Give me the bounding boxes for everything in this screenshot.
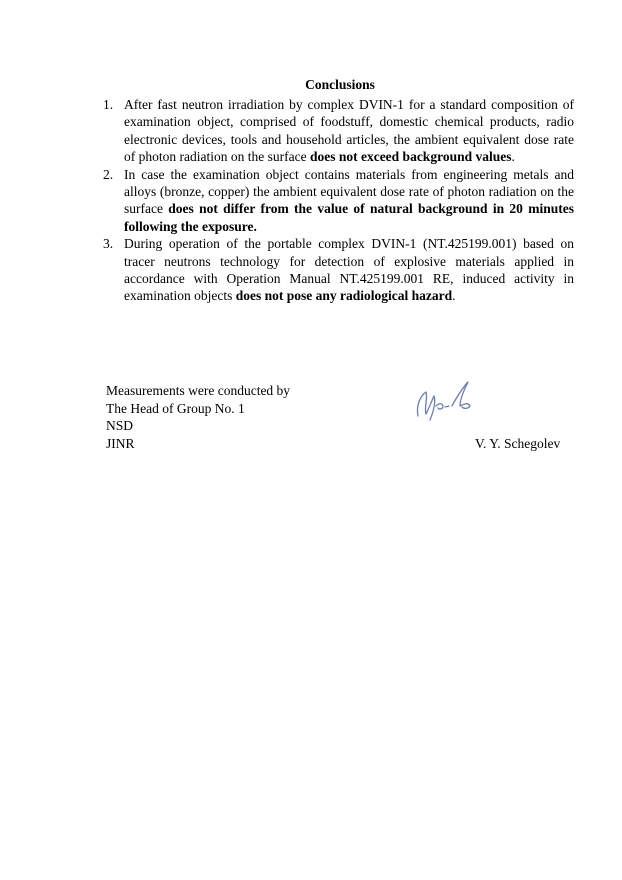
signer-name: V. Y. Schegolev: [475, 436, 561, 451]
item-text: After fast neutron irradiation by complex DVIN-1 for a standard composition of examination object, comprised of foodstuff, domestic chemical products, radio electronic devices, tools and household articles, the ambient equivalent dose rate of photon radiation on the surface: [124, 97, 574, 165]
item-number: 2.: [103, 166, 114, 182]
signature-line-3: NSD: [106, 418, 134, 434]
signature-line-1: Measurements were conducted by: [106, 383, 291, 398]
item-text-end: .: [452, 288, 456, 304]
item-text: In case the examination object contains materials from engineering metals and alloys (bronze, copper) the ambient equivalent dose rate of photon radiation on the surface: [124, 166, 574, 217]
item-text-end: .: [511, 149, 515, 165]
item-emphasis: does not differ from the value of natural background in 20 minutes following the exposure.: [124, 201, 574, 234]
conclusion-item-3: [103, 235, 574, 305]
signature-block: [106, 382, 290, 452]
signature-line-2: The Head of Group No. 1: [106, 400, 245, 416]
item-emphasis: does not exceed background values: [309, 149, 512, 165]
handwritten-signature: [412, 376, 482, 424]
conclusion-item-2: [103, 166, 574, 236]
item-text: During operation of the portable complex DVIN-1 (NT.425199.001) based on tracer neutrons technology for detection of explosive materials applied in accordance with Operation Manual NT.425199.001 RE, induced activity in examination objects: [124, 236, 574, 304]
item-number: 3.: [103, 236, 114, 252]
signature-strokes: [417, 382, 470, 420]
conclusions-list: [103, 96, 574, 305]
conclusion-item-1: [103, 96, 574, 166]
page-title: Conclusions: [305, 77, 375, 92]
item-emphasis: does not pose any radiological hazard: [235, 288, 453, 304]
signature-line-4: JINR: [106, 435, 135, 451]
item-number: 1.: [103, 97, 114, 112]
